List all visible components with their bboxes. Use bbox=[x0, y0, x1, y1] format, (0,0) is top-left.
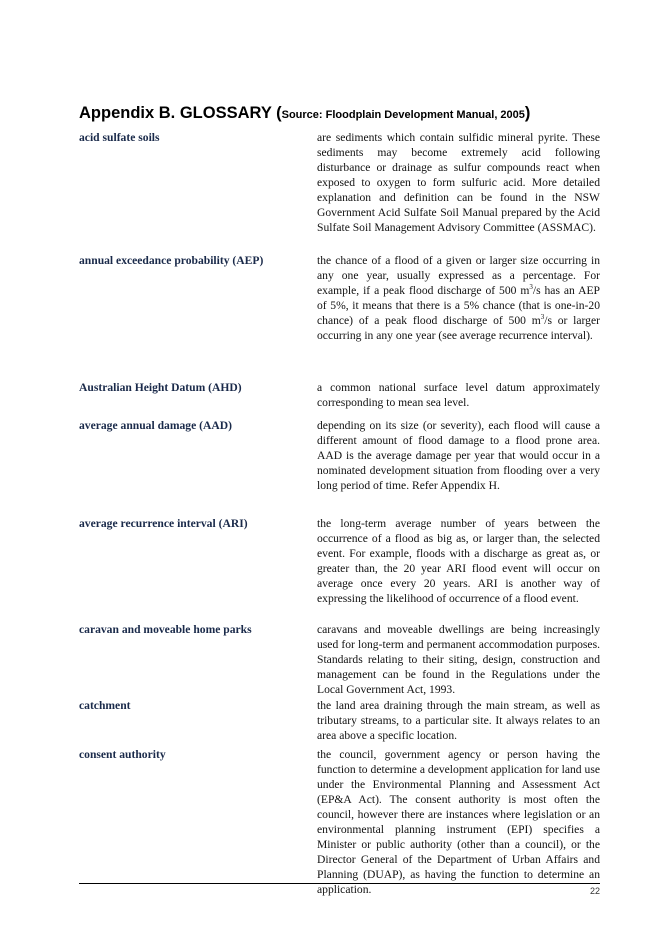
glossary-definition: a common national surface level datum approximately corresponding to mean sea level. bbox=[317, 381, 600, 409]
glossary-term: caravan and moveable home parks bbox=[79, 623, 252, 636]
heading-source: Source: Floodplain Development Manual, 2005 bbox=[281, 109, 525, 121]
glossary-entry bbox=[79, 380, 600, 418]
page-heading bbox=[79, 104, 599, 123]
glossary-term: acid sulfate soils bbox=[79, 131, 160, 144]
glossary-definition: are sediments which contain sulfidic mineral pyrite. These sediments may become extremely acid following disturbance or drainage as sulfur compounds react when exposed to oxygen to form sulfuric acid. More detailed explanation and definition can be found in the NSW Government Acid Sulfate Soil Manual prepared by the Acid Sulfate Soil Management Advisory Committee (ASSMAC). bbox=[317, 131, 600, 234]
glossary-entry bbox=[79, 516, 600, 622]
definition-text: /s has an AEP of 5%, it means that there is a 5% chance (that is one-in-20 chance) of a peak flood discharge of 500 m bbox=[317, 284, 600, 327]
glossary-definition bbox=[317, 253, 600, 343]
superscript: 3 bbox=[529, 283, 533, 292]
glossary-term: consent authority bbox=[79, 748, 166, 761]
glossary-term: average annual damage (AAD) bbox=[79, 419, 232, 432]
glossary-definition: the long-term average number of years between the occurrence of a flood as big as, or larger than, the selected event. For example, floods with a discharge as great as, or greater than, the 20 year ARI flood event will occur on average once every 20 years. ARI is another way of expressing the likelihood of occurrence of a flood event. bbox=[317, 517, 600, 605]
glossary-entry bbox=[79, 622, 600, 698]
glossary-entry bbox=[79, 698, 600, 747]
glossary-definition: the council, government agency or person having the function to determine a development application for land use under the Environmental Planning and Assessment Act (EP&A Act). The consent authority is most often the council, however there are instances where legislation or an environmental planning instrument (EPI) specifies a Minister or public authority (other than a council), or the Director General of the Department of Urban Affairs and Planning (DUAP), as having the function to determine an application. bbox=[317, 748, 600, 896]
glossary-definition: depending on its size (or severity), each flood will cause a different amount of flood damage to a flood prone area. AAD is the average damage per year that would occur in a nominated development situation from flooding over a very long period of time. Refer Appendix H. bbox=[317, 419, 600, 492]
heading-close-paren: ) bbox=[524, 104, 531, 122]
definition-text: the chance of a flood of a given or larger size occurring in any one year, usually expressed as a percentage. For example, if a peak flood discharge of 500 m bbox=[317, 254, 600, 297]
glossary-term: average recurrence interval (ARI) bbox=[79, 517, 248, 530]
glossary-term: Australian Height Datum (AHD) bbox=[79, 381, 242, 394]
glossary-list bbox=[79, 130, 600, 897]
glossary-entry bbox=[79, 418, 600, 516]
glossary-entry bbox=[79, 253, 600, 380]
footer-rule bbox=[79, 883, 600, 884]
superscript: 3 bbox=[540, 313, 545, 322]
glossary-term: catchment bbox=[79, 699, 131, 712]
glossary-entry bbox=[79, 130, 600, 253]
page-number: 22 bbox=[589, 886, 600, 896]
heading-title: Appendix B. GLOSSARY bbox=[79, 104, 272, 122]
heading-open-paren: ( bbox=[271, 104, 282, 122]
glossary-term: annual exceedance probability (AEP) bbox=[79, 254, 264, 267]
glossary-definition: caravans and moveable dwellings are being increasingly used for long-term and permanent accommodation purposes. Standards relating to their siting, design, construction and management can be found in the Regulations under the Local Government Act, 1993. bbox=[317, 623, 600, 696]
glossary-entry bbox=[79, 747, 600, 897]
definition-text: /s or larger occurring in any one year (see average recurrence interval). bbox=[317, 314, 600, 342]
glossary-definition: the land area draining through the main stream, as well as tributary streams, to a particular site. It always relates to an area above a specific location. bbox=[317, 699, 600, 742]
